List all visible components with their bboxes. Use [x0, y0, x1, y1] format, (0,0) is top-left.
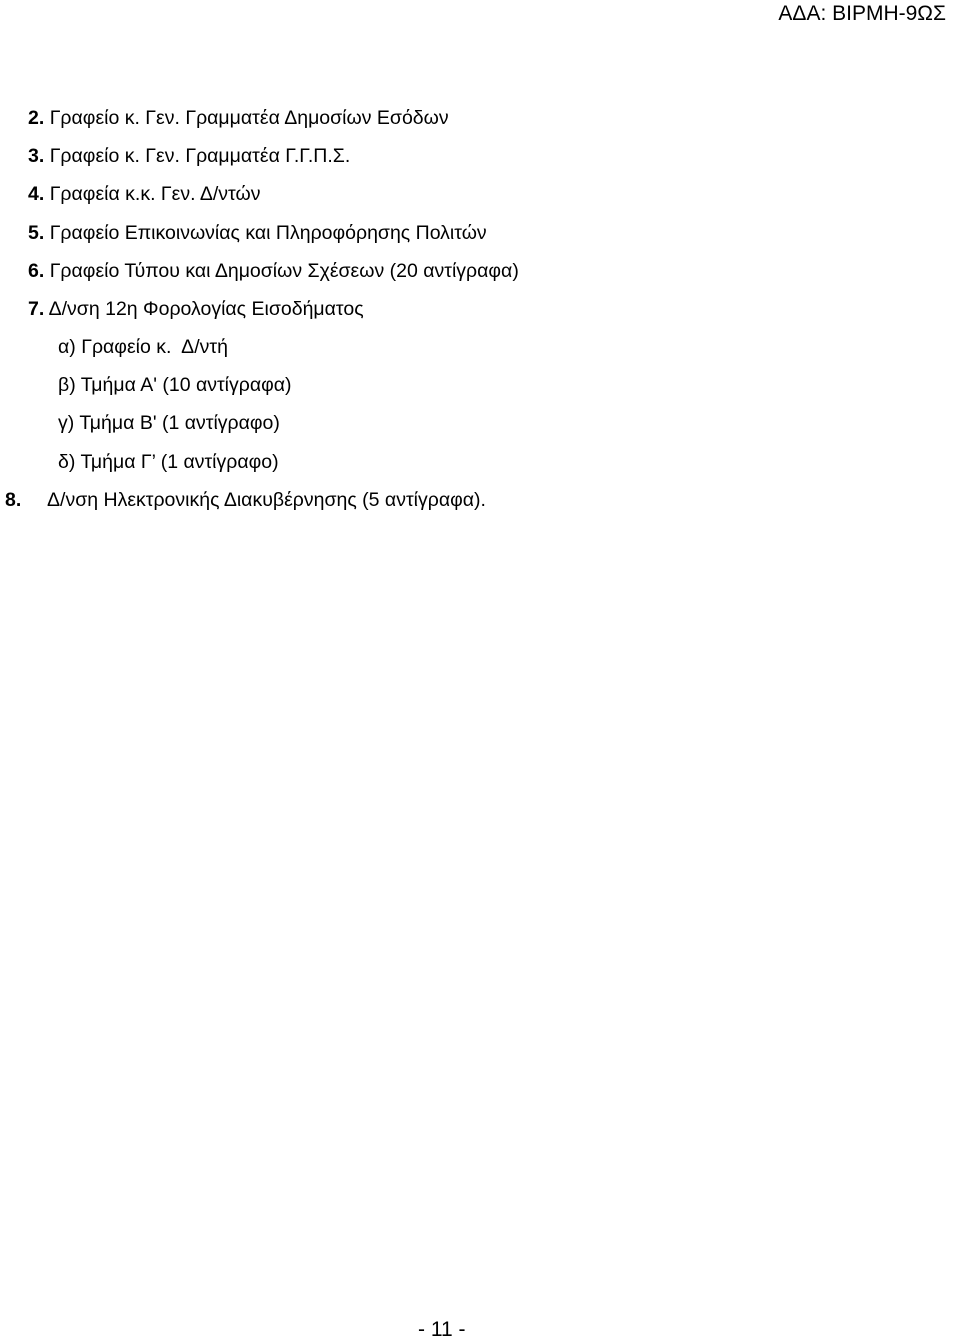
item-text: Δ/νση Ηλεκτρονικής Διακυβέρνησης (5 αντίγραφα). [47, 489, 486, 511]
item-number: 4. [28, 183, 45, 205]
item-text: Δ/νση 12η Φορολογίας Εισοδήματος [48, 298, 364, 320]
sub-item-label: α) [58, 336, 76, 358]
item-text: Γραφείο κ. Γεν. Γραμματέα Δημοσίων Εσόδων [49, 107, 449, 129]
item-number: 6. [28, 260, 45, 282]
item-text: Γραφεία κ.κ. Γεν. Δ/ντών [49, 183, 261, 205]
distribution-item-8 [5, 488, 486, 512]
sub-item-text: Τμήμα Β' (1 αντίγραφο) [79, 412, 280, 434]
distribution-item-2 [28, 106, 449, 130]
sub-item-b [58, 373, 292, 397]
sub-item-c [58, 411, 280, 435]
sub-item-text: Τμήμα Α' (10 αντίγραφα) [80, 374, 292, 396]
distribution-item-4 [28, 182, 260, 206]
sub-item-label: γ) [58, 412, 75, 434]
sub-item-text: Τμήμα Γ’ (1 αντίγραφο) [80, 451, 279, 473]
item-number: 7. [28, 298, 45, 320]
sub-item-d [58, 450, 279, 474]
item-number: 5. [28, 222, 45, 244]
item-number: 3. [28, 145, 45, 167]
distribution-item-6 [28, 259, 519, 283]
sub-item-a [58, 335, 228, 359]
ada-code-header: ΑΔΑ: ΒΙΡΜΗ-9ΩΣ [778, 2, 946, 25]
distribution-item-5 [28, 221, 487, 245]
sub-item-text: Γραφείο κ. Δ/ντή [81, 336, 228, 358]
page-number: - 11 - [418, 1318, 466, 1341]
item-text: Γραφείο κ. Γεν. Γραμματέα Γ.Γ.Π.Σ. [49, 145, 351, 167]
item-text: Γραφείο Επικοινωνίας και Πληροφόρησης Πολιτών [49, 222, 487, 244]
item-number: 8. [5, 489, 22, 511]
item-number: 2. [28, 107, 45, 129]
item-text: Γραφείο Τύπου και Δημοσίων Σχέσεων (20 αντίγραφα) [49, 260, 519, 282]
distribution-item-3 [28, 144, 350, 168]
sub-item-label: β) [58, 374, 76, 396]
sub-item-label: δ) [58, 451, 76, 473]
distribution-item-7 [28, 297, 364, 321]
